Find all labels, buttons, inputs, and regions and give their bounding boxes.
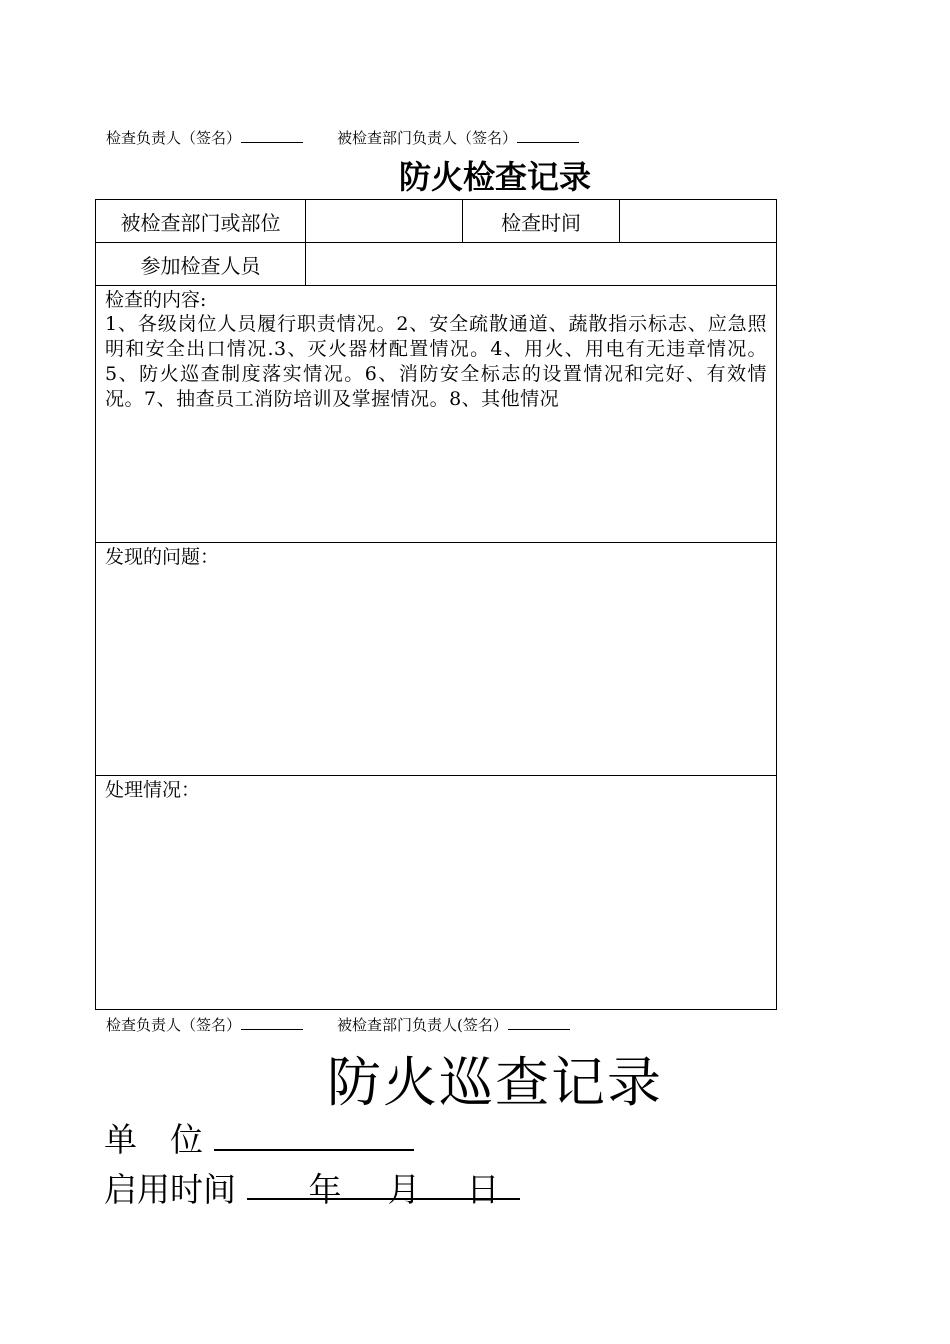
unit-label: 单 位: [104, 1120, 203, 1159]
bottom-inspector-signature-blank[interactable]: [241, 1015, 303, 1030]
content-cell[interactable]: [96, 286, 777, 543]
bottom-dept-head-signature-blank[interactable]: [508, 1015, 570, 1030]
unit-field: [104, 1114, 414, 1161]
dept-head-signature-blank[interactable]: [517, 128, 579, 143]
dept-value-cell[interactable]: [306, 200, 463, 243]
month-label: 月: [387, 1170, 421, 1209]
staff-label-cell: 参加检查人员: [96, 243, 306, 286]
problems-label: 发现的问题：: [105, 546, 220, 568]
time-label-cell: 检查时间: [463, 200, 620, 243]
year-label: 年: [308, 1170, 342, 1209]
content-label: 检查的内容:: [105, 289, 207, 311]
inspection-record-table: [95, 199, 777, 1010]
start-date-blank[interactable]: [247, 1164, 520, 1209]
top-signature-line: [106, 127, 579, 148]
bottom-signature-line: [106, 1014, 570, 1035]
inspector-signature-label: 检查负责人（签名）: [106, 129, 242, 147]
cover-title: 防火巡查记录: [327, 1051, 663, 1114]
problems-cell[interactable]: [96, 543, 777, 776]
start-date-field: [104, 1164, 520, 1211]
start-date-label: 启用时间: [104, 1170, 236, 1209]
dept-label-cell: 被检查部门或部位: [96, 200, 306, 243]
handling-cell[interactable]: [96, 776, 777, 1010]
bottom-inspector-signature-label: 检查负责人（签名）: [106, 1016, 242, 1034]
day-label: 日: [466, 1170, 500, 1209]
handling-label: 处理情况：: [105, 779, 201, 801]
time-value-cell[interactable]: [620, 200, 777, 243]
inspector-signature-blank[interactable]: [241, 128, 303, 143]
content-text: 1、各级岗位人员履行职责情况。2、安全疏散通道、蔬散指示标志、应急照明和安全出口情况.3、灭火器材配置情况。4、用火、用电有无违章情况。5、防火巡查制度落实情况。6、消防安全标志的设置情况和完好、有效情况。7、抽查员工消防培训及掌握情况。8、其他情况: [105, 313, 767, 410]
unit-blank[interactable]: [214, 1115, 414, 1151]
bottom-dept-head-signature-label: 被检查部门负责人(签名）: [337, 1016, 508, 1034]
page-title: 防火检查记录: [398, 158, 591, 196]
dept-head-signature-label: 被检查部门负责人（签名）: [337, 129, 518, 147]
staff-value-cell[interactable]: [306, 243, 777, 286]
